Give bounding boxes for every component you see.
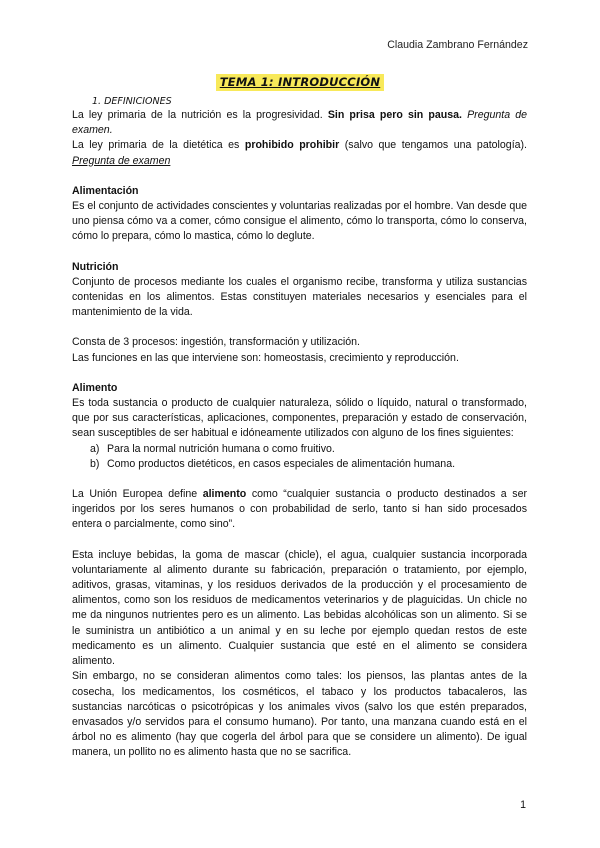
- alimento-incluye: Esta incluye bebidas, la goma de mascar (chicle), el agua, cualquier sustancia incorporada voluntariamente al alimento durante su fabricación, preparación o tratamiento, por ejemplo, aditivos, grasas, vitaminas, y los residuos derivados de la producción y el procesamiento de alimentos, como son los residuos de medicamentos veterinarios y de plaguicidas. Un chicle no me da ningunos nutrientes pero es un alimento. Las bebidas alcohólicas son un alimento. Si se le suministra un antibiótico a un animal y en su leche por ejemplo quedan restos de este medicamento es un alimento. Cualquier sustancia que esté en el alimento se considera alimento.: [72, 548, 527, 668]
- list-item-text: Como productos dietéticos, en casos especiales de alimentación humana.: [107, 457, 456, 470]
- author-name: Claudia Zambrano Fernández: [387, 39, 528, 51]
- list-item-marker: b): [90, 457, 100, 470]
- list-item: [72, 442, 527, 457]
- section-heading-definiciones: 1. DEFINICIONES: [92, 96, 172, 107]
- section-title-nutricion: Nutrición: [72, 260, 119, 273]
- intro-p1-exam-note: Pregunta de examen.: [72, 109, 528, 137]
- alimentacion-text: Es el conjunto de actividades conscientes y voluntarias realizadas por el hombre. Van desde que uno piensa cómo va a comer, cómo consigue el alimento, cómo lo transporta, cómo lo conserva, cómo lo prepara, cómo lo mastica, cómo lo deglute.: [72, 200, 527, 243]
- title-container: [0, 74, 600, 91]
- list-item: [72, 457, 527, 472]
- nutricion-text: Conjunto de procesos mediante los cuales el organismo recibe, transforma y utiliza sustancias contenidas en los alimentos. Estas constituyen materiales necesarios y esenciales para el mantenimiento de la vida.: [72, 275, 527, 319]
- alimento-fines-list: [72, 442, 527, 472]
- intro-p2-exam-note: Pregunta de examen: [72, 154, 171, 167]
- alimento-sin-embargo: Sin embargo, no se consideran alimentos como tales: los piensos, las plantas antes de la cosecha, los medicamentos, los cosméticos, el tabaco y los productos tabacaleros, las sustancias narcóticas o psicotrópicas y los animales vivos (salvo los que estén preparados, envasados y/o servidos para el consumo humano). Por tanto, una manzana cuando está en el árbol no es alimento (hay que cogerla del árbol para que se considere un alimento). De igual manera, un pollito no es alimento hasta que no se sacrifica.: [72, 670, 527, 759]
- nutricion-procesos: Consta de 3 procesos: ingestión, transformación y utilización.: [72, 336, 360, 349]
- intro-p2-bold: prohibido prohibir: [244, 139, 340, 152]
- section-title-alimento: Alimento: [72, 381, 118, 394]
- ue-bold: alimento: [202, 488, 247, 501]
- ue-text: La Unión Europea define: [72, 488, 203, 501]
- page-title: TEMA 1: INTRODUCCIÓN: [216, 74, 384, 91]
- list-item-marker: a): [90, 442, 100, 455]
- page-number: 1: [520, 799, 526, 811]
- intro-p1-bold: Sin prisa pero sin pausa.: [327, 109, 462, 121]
- alimento-text: Es toda sustancia o producto de cualquier naturaleza, sólido o líquido, natural o transformado, que por sus características, aplicaciones, componentes, preparación y estado de conservación, sean susceptibles de ser habitual e idóneamente utilizados con alguno de los fines siguientes:: [72, 397, 527, 440]
- intro-paragraph-1: [72, 108, 527, 138]
- intro-paragraph-2: [72, 138, 527, 168]
- intro-p2-note: (salvo que tengamos una patología).: [339, 139, 527, 152]
- ue-quote: como “cualquier sustancia o producto destinados a ser ingeridos por los seres humanos o con probabilidad de serlo, tanto si han sido procesados entera o parcialmente, como sino”.: [72, 488, 527, 531]
- intro-p1-text: La ley primaria de la nutrición es la progresividad.: [72, 109, 328, 121]
- list-item-text: Para la normal nutrición humana o como fruitivo.: [107, 442, 335, 455]
- document-body: [72, 95, 527, 761]
- intro-p2-text: La ley primaria de la dietética es: [72, 139, 245, 152]
- section-title-alimentacion: Alimentación: [72, 184, 139, 197]
- nutricion-funciones: Las funciones en las que interviene son: homeostasis, crecimiento y reproducción.: [72, 351, 459, 364]
- ue-definition: [72, 487, 527, 533]
